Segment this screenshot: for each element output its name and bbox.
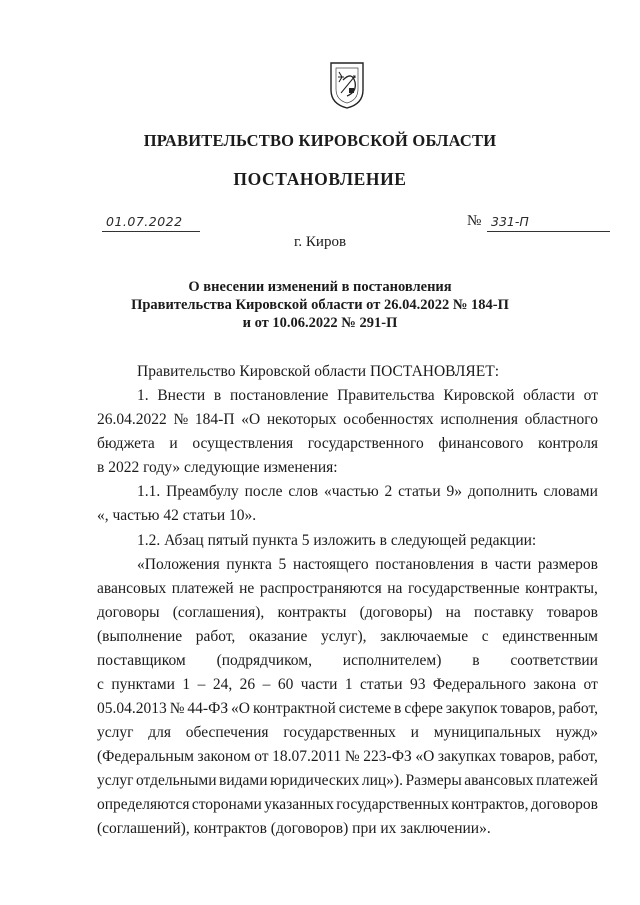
word: «О (231, 700, 250, 717)
word: законом (197, 748, 251, 765)
word: 1 (344, 676, 353, 693)
word: пунктами (111, 676, 175, 693)
word: договоров (530, 796, 598, 813)
subject-line: Правительства Кировской области от 26.04.2022 № 184-П (131, 297, 509, 313)
word: закона (533, 676, 577, 693)
word: отдельными (136, 772, 217, 789)
item1-2-text: 1.2. Абзац пятый пункта 5 изложить в следующей редакции: (137, 532, 537, 549)
word: обеспечения (185, 724, 269, 741)
word: настоящего (292, 556, 369, 573)
word: распространяются (259, 580, 382, 597)
word: контракты (277, 604, 347, 621)
word: для (148, 724, 172, 741)
word: товаров (546, 604, 598, 621)
quote-line (137, 556, 598, 574)
word: словами (543, 483, 598, 500)
word: размеров (537, 556, 598, 573)
item1-line (137, 387, 598, 405)
word: услуг (97, 724, 134, 741)
word: 93 (409, 676, 426, 693)
word: лиц»). (361, 772, 403, 789)
date-underline (102, 231, 200, 232)
word: контрактной (252, 700, 336, 717)
word: (соглашения), (172, 604, 265, 621)
word: услуг (97, 772, 134, 789)
word: Преамбулу (166, 483, 239, 500)
word: 9» (446, 483, 463, 500)
quote-line: (соглашений), контрактов (договоров) при их заключении». (97, 820, 491, 837)
word: 223-ФЗ (363, 748, 412, 765)
word: закупках (437, 748, 497, 765)
word: осуществления (192, 435, 294, 452)
quote-line (97, 604, 598, 622)
quote-line (97, 772, 598, 790)
word: постановление (229, 387, 329, 404)
word: Правительства (337, 387, 435, 404)
quote-line (97, 676, 598, 694)
word: (подрядчиком, (216, 652, 312, 669)
word: № (173, 411, 189, 428)
quote-line (97, 580, 598, 598)
item1-line: в 2022 году» следующие изменения: (97, 459, 338, 476)
word: юридических (270, 772, 360, 789)
quote-line (97, 700, 598, 718)
word: товаров, (499, 748, 555, 765)
city-label: г. Киров (293, 234, 347, 250)
word: 26 (239, 676, 256, 693)
word: от (583, 387, 598, 404)
word: статьи (398, 483, 441, 500)
word: нужд» (555, 724, 598, 741)
word: и (410, 724, 419, 741)
word: Размеры (405, 772, 462, 789)
word: (выполнение (97, 628, 183, 645)
word: на (445, 604, 461, 621)
word: 60 (277, 676, 294, 693)
word: 184-П (194, 411, 235, 428)
word: авансовых (97, 580, 167, 597)
word: от (583, 676, 598, 693)
quote-line (97, 748, 598, 766)
word: контроля (538, 435, 598, 452)
item1-1-line: «, частью 42 статьи 10». (97, 507, 257, 524)
word: 44-ФЗ (187, 700, 229, 717)
word: государственного (307, 435, 424, 452)
document-number: 331-П (491, 214, 529, 229)
document-subject (0, 278, 640, 332)
item1-line (97, 435, 598, 453)
word: – (262, 676, 271, 693)
word: 24, (212, 676, 233, 693)
word: 1.1. (137, 483, 161, 500)
word: некоторых (266, 411, 337, 428)
subject-line: О внесении изменений в постановления (188, 279, 452, 295)
word: областного (524, 411, 598, 428)
word: договоры (97, 604, 160, 621)
word: сфере (404, 700, 443, 717)
preamble-text: Правительство Кировской области ПОСТАНОВЛЯЕТ: (137, 363, 500, 380)
word: пункта (226, 556, 272, 573)
word: части (300, 676, 338, 693)
word: части (494, 556, 532, 573)
word: 26.04.2022 (97, 411, 167, 428)
word: сторонами (191, 796, 262, 813)
word: исполнителем) (342, 652, 442, 669)
word: работ, (558, 748, 598, 765)
word: на (387, 580, 403, 597)
word: поставку (474, 604, 534, 621)
word: 1. (137, 387, 149, 404)
word: товаров, (500, 700, 556, 717)
word: платежей (536, 772, 598, 789)
word: соответствии (510, 652, 598, 669)
word: № (344, 748, 360, 765)
word: государственных (336, 796, 449, 813)
word: поставщиком (97, 652, 186, 669)
word: «О (415, 748, 435, 765)
word: с (481, 628, 489, 645)
word: 18.07.2011 (272, 748, 342, 765)
word: «Положения (137, 556, 220, 573)
quote-line (97, 724, 598, 742)
word: 5 (278, 556, 287, 573)
word: муниципальных (433, 724, 542, 741)
quote-line (97, 628, 598, 646)
subject-line: и от 10.06.2022 № 291-П (242, 315, 398, 331)
word: особенностях (343, 411, 434, 428)
word: авансовых (464, 772, 534, 789)
word: государственных (283, 724, 396, 741)
word: в (472, 652, 480, 669)
word: определяются (97, 796, 190, 813)
word: услуг), (321, 628, 367, 645)
word: «частью (323, 483, 379, 500)
word: не (239, 580, 255, 597)
item1-line (97, 411, 598, 429)
word: постановления (375, 556, 474, 573)
word: закупок (445, 700, 498, 717)
document-date: 01.07.2022 (106, 214, 183, 229)
word: финансового (438, 435, 524, 452)
quote-line (97, 796, 598, 814)
word: 1 (182, 676, 191, 693)
word: слов (288, 483, 319, 500)
word: указанных (264, 796, 334, 813)
coat-of-arms-icon (327, 60, 367, 110)
word: № (169, 700, 185, 717)
number-underline (487, 231, 610, 232)
word: от (254, 748, 269, 765)
word: в (213, 387, 222, 404)
organization-title: ПРАВИТЕЛЬСТВО КИРОВСКОЙ ОБЛАСТИ (143, 131, 497, 150)
word: контрактов, (451, 796, 529, 813)
word: Федерального (432, 676, 526, 693)
quote-line (97, 652, 598, 670)
word: – (197, 676, 206, 693)
word: статьи (360, 676, 403, 693)
word: в (480, 556, 488, 573)
word: Внести (157, 387, 206, 404)
word: работ, (195, 628, 236, 645)
word: (Федеральным (97, 748, 194, 765)
word: заключаемые (380, 628, 469, 645)
word: видами (219, 772, 268, 789)
word: 05.04.2013 (97, 700, 167, 717)
word: и (169, 435, 178, 452)
word: 2 (384, 483, 393, 500)
word: с (97, 676, 104, 693)
item1-1-line (137, 483, 598, 501)
number-sign: № (467, 213, 482, 229)
word: в (394, 700, 402, 717)
word: бюджета (97, 435, 155, 452)
word: «О (241, 411, 261, 428)
word: исполнения (440, 411, 518, 428)
word: (договоры) (359, 604, 433, 621)
word: работ, (558, 700, 598, 717)
word: после (244, 483, 283, 500)
word: дополнить (467, 483, 538, 500)
document-type-title: ПОСТАНОВЛЕНИЕ (233, 169, 407, 189)
word: Кировской (443, 387, 515, 404)
word: единственным (502, 628, 598, 645)
word: государственные (407, 580, 520, 597)
word: области (523, 387, 575, 404)
word: платежей (171, 580, 234, 597)
word: контракты, (525, 580, 598, 597)
word: системе (338, 700, 392, 717)
word: оказание (248, 628, 308, 645)
